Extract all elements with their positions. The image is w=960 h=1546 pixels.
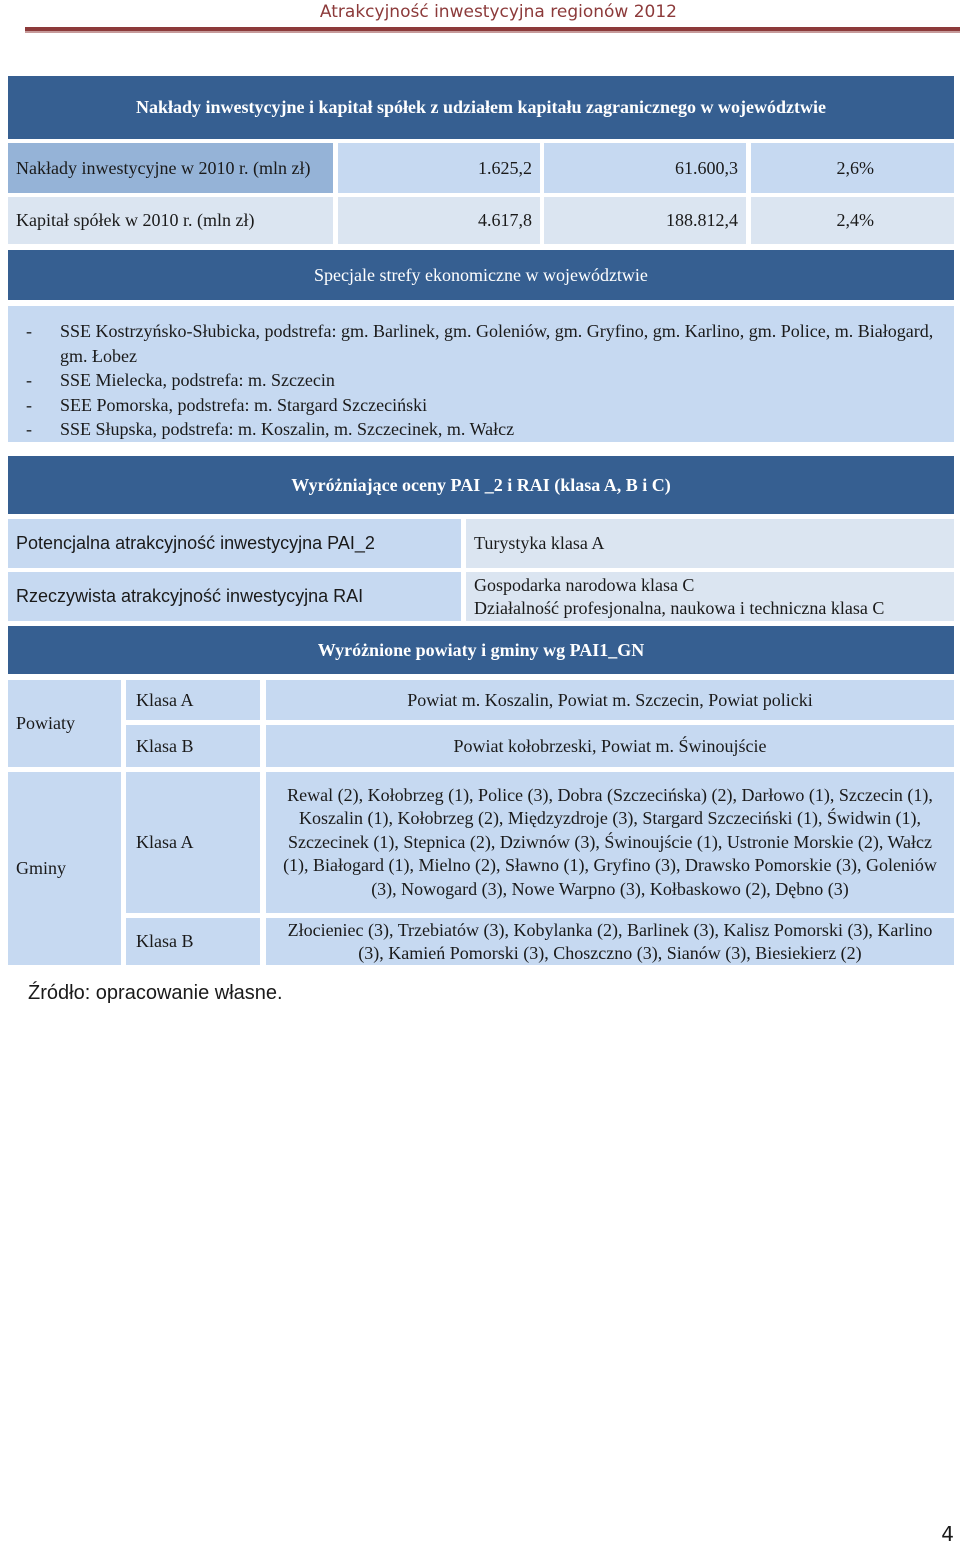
ratings-value-pai	[466, 519, 954, 568]
investment-row-label-2: Kapitał spółek w 2010 r. (mln zł)	[8, 197, 333, 244]
page-number: 4	[941, 1522, 954, 1546]
powiaty-label: Powiaty	[8, 680, 121, 767]
investment-row-label-1: Nakłady inwestycyjne w 2010 r. (mln zł)	[8, 143, 333, 193]
powiaty-klasa-b-label: Klasa B	[126, 725, 260, 767]
investment-row-value-2b: 188.812,4	[544, 197, 746, 244]
running-header-title: Atrakcyjność inwestycyjna regionów 2012	[319, 2, 677, 22]
powiaty-klasa-a-label: Klasa A	[126, 680, 260, 720]
investment-title: Nakłady inwestycyjne i kapitał spółek z udziałem kapitału zagranicznego w województwie	[8, 76, 954, 139]
gminy-label: Gminy	[8, 772, 121, 965]
sse-title: Specjale strefy ekonomiczne w województwie	[8, 250, 954, 300]
gminy-klasa-b-value: Złocieniec (3), Trzebiatów (3), Kobylanka (2), Barlinek (3), Kalisz Pomorski (3), Karlino (3), Kamień Pomorski (3), Choszczno (3), Sianów (3), Biesiekierz (2)	[266, 918, 954, 965]
investment-row-value-1a: 1.625,2	[338, 143, 540, 193]
ratings-title: Wyróżniające oceny PAI _2 i RAI (klasa A, B i C)	[8, 456, 954, 514]
source-note: Źródło: opracowanie własne.	[28, 982, 283, 1004]
investment-row-pct-1: 2,6%	[751, 143, 954, 193]
ratings-value-rai-line: Działalność profesjonalna, naukowa i techniczna klasa C	[474, 597, 885, 618]
gminy-klasa-a-label: Klasa A	[126, 772, 260, 913]
header-rule-accent	[25, 31, 960, 33]
powiaty-klasa-b-value: Powiat kołobrzeski, Powiat m. Świnoujście	[266, 725, 954, 767]
gminy-klasa-a-value: Rewal (2), Kołobrzeg (1), Police (3), Dobra (Szczecińska) (2), Darłowo (1), Szczecin (1), Koszalin (1), Kołobrzeg (2), Międzyzdroje (3), Stargard Szczeciński (1), Świdwin (1), Szczecinek (1), Stepnica (2), Dziwnów (3), Świnoujście (1), Ustronie Morskie (2), Wałcz (1), Białogard (1), Mielno (2), Sławno (1), Gryfino (3), Drawsko Pomorskie (3), Goleniów (3), Nowogard (3), Nowe Warpno (3), Kołbaskowo (2), Dębno (3)	[266, 772, 954, 913]
ratings-value-rai	[466, 572, 954, 621]
gminy-klasa-b-label: Klasa B	[126, 918, 260, 965]
investment-row-pct-2: 2,4%	[751, 197, 954, 244]
sse-list	[8, 319, 944, 442]
sse-list-item: - SSE Słupska, podstrefa: m. Koszalin, m. Szczecinek, m. Wałcz	[8, 417, 944, 442]
sse-list-item: - SSE Kostrzyńsko-Słubicka, podstrefa: gm. Barlinek, gm. Goleniów, gm. Gryfino, gm. Karlino, gm. Police, m. Białogard, gm. Łobez	[8, 319, 944, 368]
sse-list-panel	[8, 306, 954, 442]
ratings-label-pai: Potencjalna atrakcyjność inwestycyjna PAI_2	[8, 519, 461, 568]
investment-row-value-1b: 61.600,3	[544, 143, 746, 193]
sse-list-item: - SEE Pomorska, podstrefa: m. Stargard Szczeciński	[8, 393, 944, 418]
sse-list-item: - SSE Mielecka, podstrefa: m. Szczecin	[8, 368, 944, 393]
ratings-label-rai: Rzeczywista atrakcyjność inwestycyjna RAI	[8, 572, 461, 621]
ratings-value-rai-line: Gospodarka narodowa klasa C	[474, 574, 695, 595]
ratings-value-pai-line: Turystyka klasa A	[474, 533, 605, 553]
powiaty-klasa-a-value: Powiat m. Koszalin, Powiat m. Szczecin, Powiat policki	[266, 680, 954, 720]
investment-row-value-2a: 4.617,8	[338, 197, 540, 244]
distinguished-title: Wyróżnione powiaty i gminy wg PAI1_GN	[8, 626, 954, 674]
